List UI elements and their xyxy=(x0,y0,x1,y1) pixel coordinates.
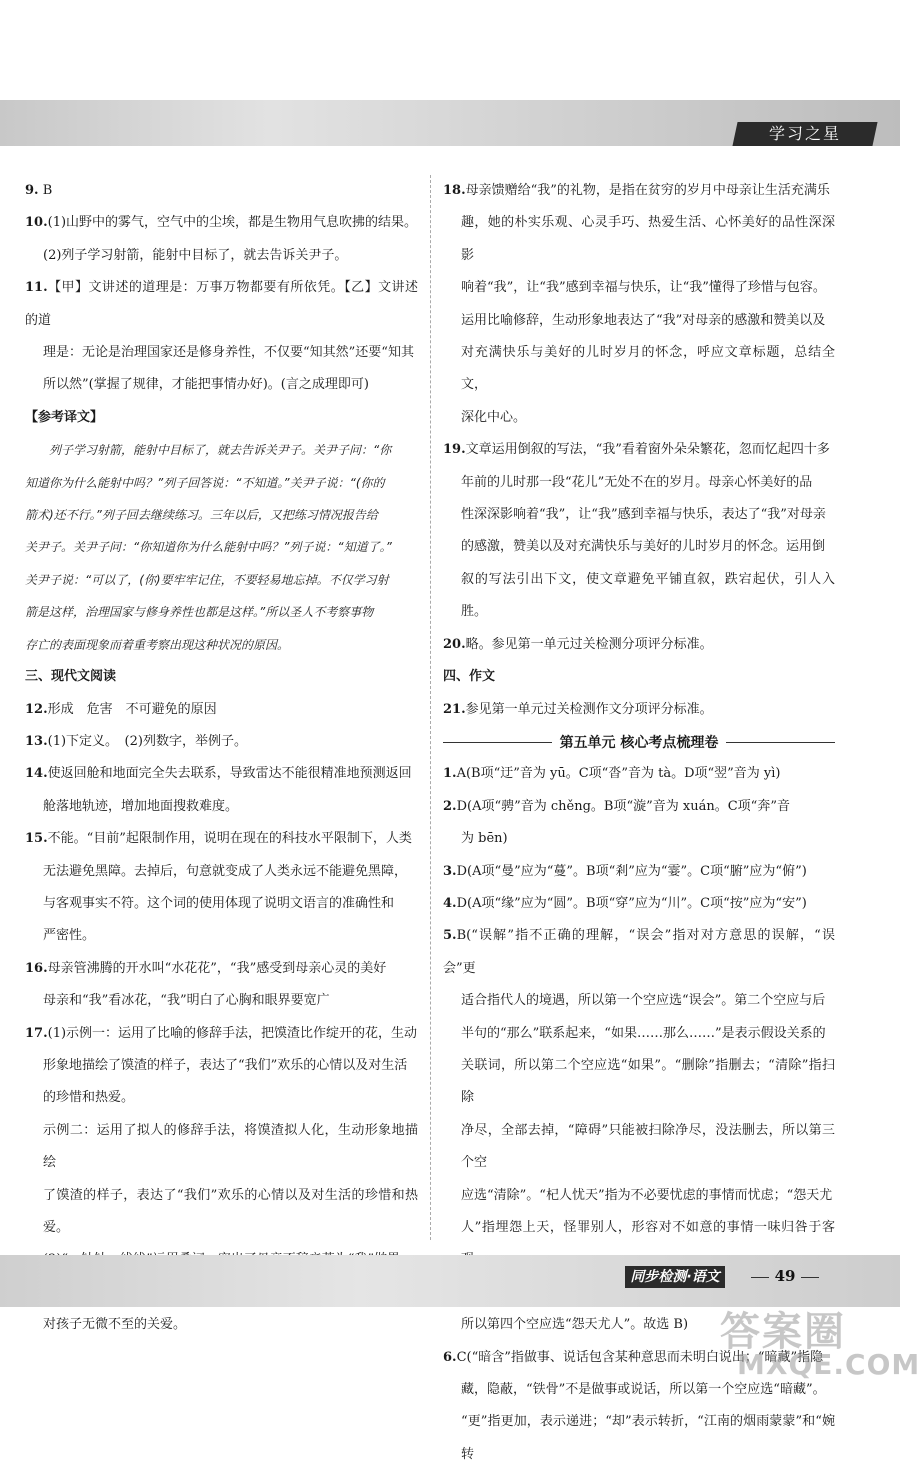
answer-19-line: 性深深影响着“我”，让“我”感到幸福与快乐，表达了“我”对母亲 xyxy=(461,507,826,523)
page-number: 49 xyxy=(735,1264,835,1288)
answer-b3: 3.D(A项“曼”应为“蔓”。B项“剎”应为“霎”。C项“腑”应为“俯”) xyxy=(443,863,807,879)
answer-19-line: 叙的写法引出下文，使文章避免平铺直叙，跌宕起伏，引人入胜。 xyxy=(461,571,835,620)
answer-18-line: 趣，她的朴实乐观、心灵手巧、热爱生活、心怀美好的品性深深影 xyxy=(461,215,835,263)
answer-17-line: 对孩子无微不至的关爱。 xyxy=(43,1317,187,1333)
answer-16: 16.母亲管沸腾的开水叫“水花花”，“我”感受到母亲心灵的美好 xyxy=(25,960,387,976)
answer-19-line: 的感激，赞美以及对充满快乐与美好的儿时岁月的怀念。运用倒 xyxy=(461,539,826,555)
answer-15-line: 无法避免黑障。去掉后，句意就变成了人类永远不能避免黑障， xyxy=(43,863,408,879)
answer-b5-line: 所以第四个空应选“怨天尤人”。故选 B) xyxy=(461,1317,689,1333)
reference-translation-title: 【参考译文】 xyxy=(25,409,104,425)
answer-b6: 6.C(“暗含”指做事、说话包含某种意思而未明白说出；“暗藏”指隐 xyxy=(443,1349,824,1365)
answer-b5-line: 关联词，所以第二个空应选“如果”。“删除”指删去；“清除”指扫除 xyxy=(461,1057,835,1106)
answer-17-line: 形象地描绘了馍渣的样子，表达了“我们”欢乐的心情以及对生活 xyxy=(43,1057,408,1073)
answer-19: 19.文章运用倒叙的写法，“我”看着窗外朵朵繁花，忽而忆起四十多 xyxy=(443,442,830,458)
rule-line xyxy=(443,742,552,743)
answer-15-line: 与客观事实不符。这个词的使用体现了说明文语言的准确性和 xyxy=(43,895,395,911)
answer-15-line: 严密性。 xyxy=(43,928,96,944)
answer-b5-line: 应选“清除”。“杞人忧天”指为不必要忧虑的事情而忧虑；“怨天尤 xyxy=(461,1187,833,1203)
translation-line: 关尹子。关尹子问：“你知道你为什么能射中吗？”列子说：“知道了。” xyxy=(25,540,392,555)
answer-15: 15.不能。“目前”起限制作用，说明在现在的科技水平限制下，人类 xyxy=(25,831,412,847)
translation-line: 存亡的表面现象而着重考察出现这种状况的原因。 xyxy=(25,637,290,652)
answer-b4: 4.D(A项“缘”应为“圆”。B项“穿”应为“川”。C项“按”应为“安”) xyxy=(443,895,807,911)
column-divider xyxy=(430,175,431,1240)
answer-11: 11.【甲】文讲述的道理是：万事万物都要有所依凭。【乙】文讲述的道 xyxy=(25,280,418,328)
answer-16-line: 母亲和“我”看冰花，“我”明白了心胸和眼界要宽广 xyxy=(43,993,330,1009)
answer-11-line: 所以然”(掌握了规律，才能把事情办好)。(言之成理即可) xyxy=(43,377,369,393)
answer-11-line: 理是：无论是治理国家还是修身养性，不仅要“知其然”还要“知其 xyxy=(43,345,414,361)
answer-17-line: 了馍渣的样子，表达了“我们”欢乐的心情以及对生活的珍惜和热爱。 xyxy=(43,1187,418,1235)
translation-line: 知道你为什么能射中吗？”列子回答说：“不知道。”关尹子说：“(你的 xyxy=(25,475,385,490)
answer-13: 13.(1)下定义。 (2)列数字，举例子。 xyxy=(25,733,247,749)
translation-line: 列子学习射箭，能射中目标了，就去告诉关尹子。关尹子问：“你 xyxy=(49,443,392,458)
answer-21: 21.参见第一单元过关检测作文分项评分标准。 xyxy=(443,701,713,717)
answer-18-line: 响着“我”，让“我”感到幸福与快乐，让“我”懂得了珍惜与包容。 xyxy=(461,280,826,296)
section-heading: 三、现代文阅读 xyxy=(25,669,117,685)
brand-logo: 学习之星 xyxy=(732,122,877,146)
answer-b6-line: “更”指更加，表示递进；“却”表示转折，“江南的烟雨蒙蒙”和“婉转 xyxy=(461,1414,835,1462)
section-heading: 四、作文 xyxy=(443,669,496,685)
translation-line: 箭是这样，治理国家与修身养性也都是这样。”所以圣人不考察事物 xyxy=(25,605,374,620)
answer-17-line: 示例二：运用了拟人的修辞手法，将馍渣拟人化，生动形象地描绘 xyxy=(43,1122,418,1171)
answer-b5-line: 半句的“那么”联系起来，“如果……那么……”是表示假设关系的 xyxy=(461,1025,826,1041)
answer-18: 18.母亲馈赠给“我”的礼物，是指在贫穷的岁月中母亲让生活充满乐 xyxy=(443,183,830,198)
answer-b5-line: 适合指代人的境遇，所以第一个空应选“误会”。第二个空应与后 xyxy=(461,993,826,1009)
answer-b2: 2.D(A项“骋”音为 chěng。B项“漩”音为 xuán。C项“奔”音 xyxy=(443,798,790,814)
answer-19-line: 年前的儿时那一段“花儿”无处不在的岁月。母亲心怀美好的品 xyxy=(461,474,813,490)
answer-b2-line: 为 bēn) xyxy=(461,831,508,847)
answer-b1: 1.A(B项“迂”音为 yū。C项“沓”音为 tà。D项“翌”音为 yì) xyxy=(443,766,781,782)
answer-b5: 5.B(“误解”指不正确的理解，“误会”指对对方意思的误解，“误会”更 xyxy=(443,928,835,976)
watermark-logo: 答案圈 MXQE.COM xyxy=(720,1309,920,1381)
answer-12: 12.形成 危害 不可避免的原因 xyxy=(25,701,217,717)
translation-line: 关尹子说：“可以了，(你)要牢牢记住，不要轻易地忘掉。不仅学习射 xyxy=(25,572,389,587)
answer-b5-line: 净尽，全部去掉，“障碍”只能被扫除净尽，没法删去，所以第三个空 xyxy=(461,1122,835,1171)
unit-title: 第五单元 核心考点梳理卷 xyxy=(443,726,835,758)
answer-18-line: 对充满快乐与美好的儿时岁月的怀念，呼应文章标题，总结全文， xyxy=(461,345,835,393)
translation-line: 箭术)还不行。”列子回去继续练习。三年以后，又把练习情况报告给 xyxy=(25,508,378,523)
answer-17: 17.(1)示例一：运用了比喻的修辞手法，把馍渣比作绽开的花，生动 xyxy=(25,1025,418,1041)
answer-b6-line: 藏，隐蔽，“铁骨”不是做事或说话，所以第一个空应选“暗藏”。 xyxy=(461,1382,826,1398)
rule-line xyxy=(726,742,835,743)
answer-14-line: 舱落地轨迹，增加地面搜救难度。 xyxy=(43,798,239,814)
answer-10-line: (2)列子学习射箭，能射中目标了，就去告诉关尹子。 xyxy=(43,247,348,263)
answer-18-line: 深化中心。 xyxy=(461,409,527,425)
answer-10: 10.(1)山野中的雾气，空气中的尘埃，都是生物用气息吹拂的结果。 xyxy=(25,215,418,231)
answer-14: 14.使返回舱和地面完全失去联系，导致雷达不能很精准地预测返回 xyxy=(25,766,412,782)
answer-9: 9. B xyxy=(25,183,53,198)
answer-b5-line: 人”指埋怨上天，怪罪别人，形容对不如意的事情一味归咎于客 xyxy=(461,1219,835,1235)
answer-17-line: 的珍惜和热爱。 xyxy=(43,1090,135,1106)
answer-20: 20.略。参见第一单元过关检测分项评分标准。 xyxy=(443,636,713,652)
answer-18-line: 运用比喻修辞，生动形象地表达了“我”对母亲的感激和赞美以及 xyxy=(461,312,826,328)
series-title: 同步检测·语文 xyxy=(625,1266,725,1288)
left-column xyxy=(25,175,418,1342)
